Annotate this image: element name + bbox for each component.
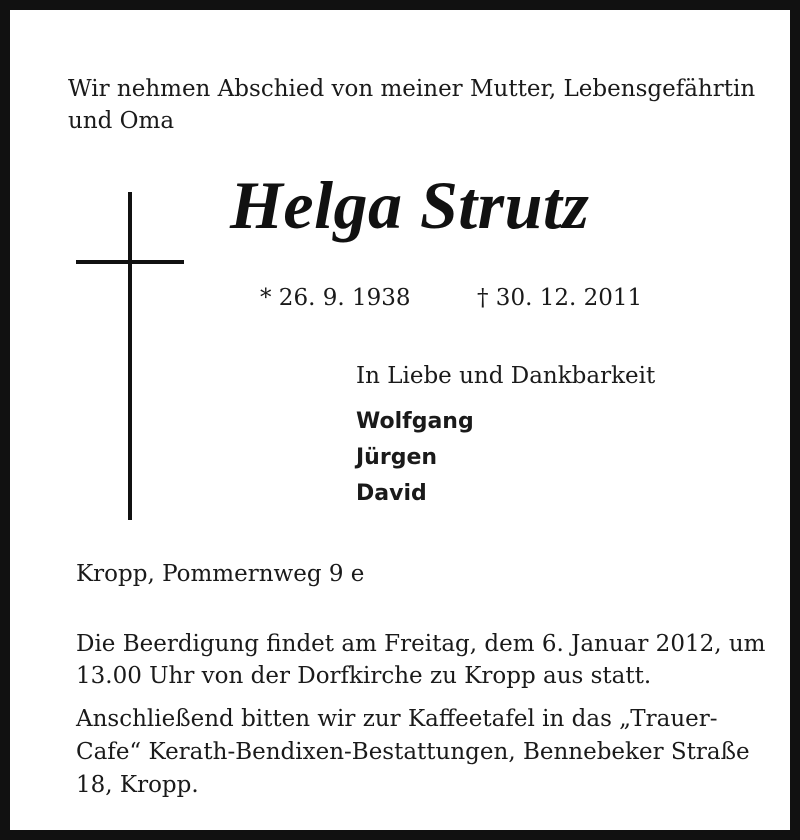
death-date: † 30. 12. 2011 (477, 285, 643, 311)
mourner-name: Wolfgang (356, 409, 474, 434)
address: Kropp, Pommernweg 9 e (76, 561, 365, 587)
deceased-name: Helga Strutz (230, 167, 590, 243)
reception-info: Anschließend bitten wir zur Kaffeetafel in das „Trauer-Cafe“ Kerath-Bendixen-Bestattungen, Bennebeker Straße 18, Kropp. (76, 706, 750, 798)
funeral-info: Die Beerdigung findet am Freitag, dem 6. Januar 2012, um 13.00 Uhr von der Dorfkirche zu Kropp aus statt. (76, 631, 766, 689)
intro-text: Wir nehmen Abschied von meiner Mutter, Lebensgefährtin und Oma (68, 76, 756, 134)
birth-date: * 26. 9. 1938 (260, 285, 411, 311)
cross-icon (76, 192, 186, 522)
closing-line: In Liebe und Dankbarkeit (356, 363, 656, 389)
mourner-list (356, 404, 474, 512)
mourner-name: Jürgen (356, 445, 438, 470)
cross-vertical-bar (128, 192, 132, 520)
mourner-name: David (356, 481, 427, 506)
cross-horizontal-bar (76, 260, 184, 264)
